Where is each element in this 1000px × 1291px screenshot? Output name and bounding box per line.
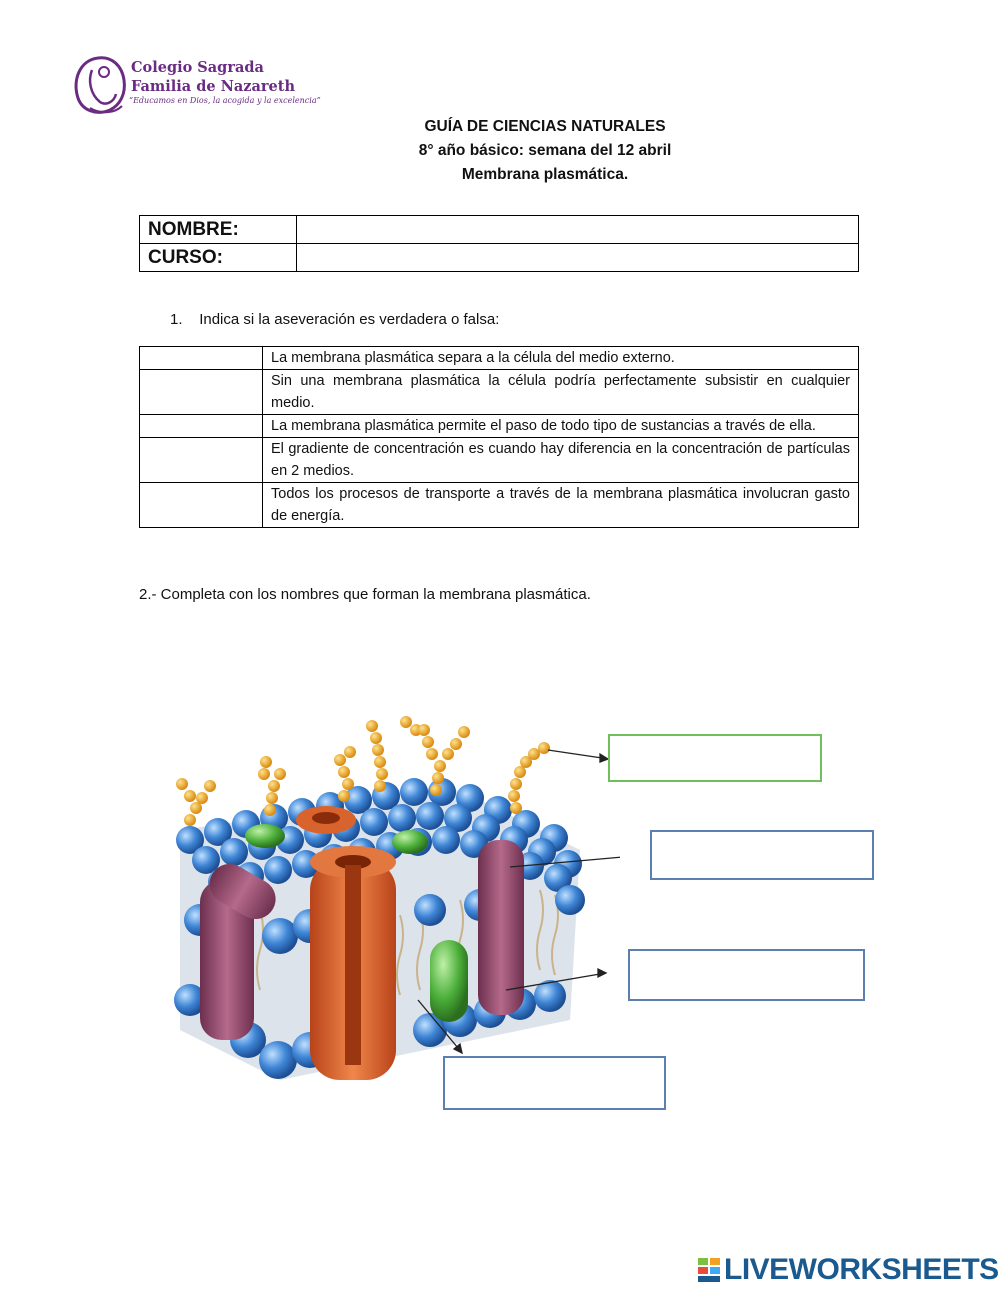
answer-cell-1[interactable] bbox=[140, 347, 263, 370]
table-row bbox=[140, 438, 859, 483]
name-label: NOMBRE: bbox=[140, 216, 297, 244]
statement-2: Sin una membrana plasmática la célula podría perfectamente subsistir en cualquier medio. bbox=[263, 370, 859, 415]
guide-title: GUÍA DE CIENCIAS NATURALES bbox=[424, 118, 666, 135]
table-row bbox=[140, 483, 859, 528]
statement-1: La membrana plasmática separa a la célula del medio externo. bbox=[263, 347, 859, 370]
answer-box-3[interactable] bbox=[628, 949, 865, 1001]
student-info-table bbox=[139, 215, 859, 272]
logo-name: Colegio Sagrada Familia de Nazareth bbox=[131, 59, 296, 95]
guide-subtitle: 8° año básico: semana del 12 abril bbox=[418, 142, 672, 159]
statement-3: La membrana plasmática permite el paso de todo tipo de sustancias a través de ella. bbox=[263, 415, 859, 438]
table-row bbox=[140, 347, 859, 370]
true-false-table bbox=[139, 346, 859, 528]
answer-cell-5[interactable] bbox=[140, 483, 263, 528]
liveworksheets-brand: LIVEWORKSHEETS bbox=[724, 1253, 999, 1286]
statement-5: Todos los procesos de transporte a través de la membrana plasmática involucran gasto de energía. bbox=[263, 483, 859, 528]
table-row bbox=[140, 370, 859, 415]
answer-cell-2[interactable] bbox=[140, 370, 263, 415]
question-1-prompt: 1. Indica si la aseveración es verdadera o falsa: bbox=[170, 311, 500, 328]
answer-box-4[interactable] bbox=[443, 1056, 666, 1110]
answer-cell-4[interactable] bbox=[140, 438, 263, 483]
answer-cell-3[interactable] bbox=[140, 415, 263, 438]
table-row bbox=[140, 415, 859, 438]
question-2-prompt: 2.- Completa con los nombres que forman la membrana plasmática. bbox=[139, 586, 591, 603]
course-field[interactable] bbox=[297, 244, 859, 272]
course-label: CURSO: bbox=[140, 244, 297, 272]
answer-box-2[interactable] bbox=[650, 830, 874, 880]
liveworksheets-logo-icon bbox=[697, 1257, 721, 1283]
logo-motto: “Educamos en Dios, la acogida y la excelencia” bbox=[129, 96, 321, 105]
name-field[interactable] bbox=[297, 216, 859, 244]
statement-4: El gradiente de concentración es cuando hay diferencia en la concentración de partículas en 2 medios. bbox=[263, 438, 859, 483]
guide-topic: Membrana plasmática. bbox=[461, 166, 629, 183]
answer-box-1[interactable] bbox=[608, 734, 822, 782]
